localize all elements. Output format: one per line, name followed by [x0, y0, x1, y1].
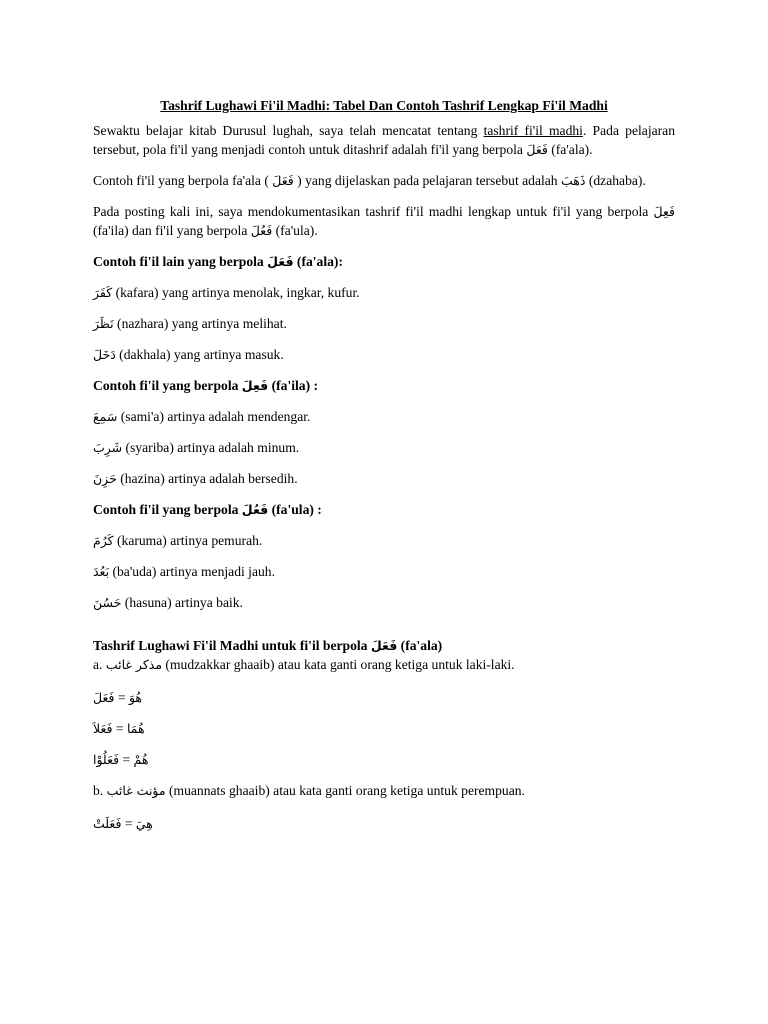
tashrif-row	[93, 719, 675, 738]
arabic-pronoun: هُوَ	[128, 690, 143, 705]
arabic-word: فَعَلَتْ	[93, 816, 122, 831]
arabic-pronoun: هُمْ	[133, 752, 149, 767]
arabic-word: فَعُلَ	[241, 502, 269, 517]
tashrif-heading	[93, 636, 675, 655]
list-item	[93, 314, 675, 333]
arabic-pronoun: هِيَ	[135, 816, 153, 831]
arabic-word: سَمِعَ	[93, 409, 118, 424]
arabic-word: نَظَرَ	[93, 316, 114, 331]
item-text: (sami'a) artinya adalah mendengar.	[117, 409, 311, 424]
item-text: (hazina) artinya adalah bersedih.	[116, 471, 298, 486]
arabic-word: شَرِبَ	[93, 440, 123, 455]
arabic-word: فَعَلَ	[370, 638, 398, 653]
arabic-word: فَعَلاَ	[93, 721, 113, 736]
section-heading-faula	[93, 500, 675, 519]
tashrif-b-line	[93, 781, 675, 800]
tashrif-a-line	[93, 655, 675, 674]
list-item	[93, 593, 675, 612]
item-text: (hasuna) artinya baik.	[121, 595, 243, 610]
p2-text-start: Contoh fi'il yang berpola fa'ala (	[93, 173, 273, 188]
list-item	[93, 562, 675, 581]
section-heading-faila	[93, 376, 675, 395]
intro-paragraph-2	[93, 171, 675, 190]
arabic-word: ذَهَبَ	[561, 173, 586, 188]
heading-text: (fa'ala)	[397, 638, 443, 653]
p1-text-start: Sewaktu belajar kitab Durusul lughah, saya telah mencatat tentang	[93, 123, 484, 138]
arabic-word: فَعَلَ	[272, 173, 294, 188]
list-marker: a.	[93, 657, 106, 672]
list-item	[93, 469, 675, 488]
tashrif-fiil-madhi-link[interactable]: tashrif fi'il madhi	[483, 123, 583, 138]
list-item	[93, 407, 675, 426]
item-text: (muannats ghaaib) atau kata ganti orang ketiga untuk perempuan.	[165, 783, 525, 798]
heading-text: (fa'ala):	[293, 254, 343, 269]
arabic-word: كَفَرَ	[93, 285, 113, 300]
item-text: (kafara) yang artinya menolak, ingkar, kufur.	[112, 285, 360, 300]
page-title: Tashrif Lughawi Fi'il Madhi: Tabel Dan Contoh Tashrif Lengkap Fi'il Madhi	[160, 98, 608, 113]
tashrif-row	[93, 814, 675, 833]
equals-sign: =	[119, 752, 134, 767]
tashrif-row	[93, 750, 675, 769]
p3-text-middle: (fa'ila) dan fi'il yang berpola	[93, 223, 251, 238]
arabic-word: بَعُدَ	[93, 564, 110, 579]
item-text: (ba'uda) artinya menjadi jauh.	[109, 564, 275, 579]
list-item	[93, 283, 675, 302]
arabic-word: فَعِلَ	[241, 378, 269, 393]
arabic-word: كَرُمَ	[93, 533, 114, 548]
arabic-word: دَخَلَ	[93, 347, 116, 362]
arabic-word: فَعُلَ	[250, 223, 273, 238]
arabic-word: مؤنث غائب	[106, 783, 166, 798]
equals-sign: =	[112, 721, 127, 736]
p3-text-start: Pada posting kali ini, saya mendokumentasikan tashrif fi'il madhi lengkap untuk fi'il yang berpola	[93, 204, 654, 219]
list-item	[93, 345, 675, 364]
heading-text: Contoh fi'il yang berpola	[93, 378, 242, 393]
arabic-word: فَعَلَ	[93, 690, 115, 705]
intro-paragraph-1	[93, 121, 675, 159]
p1-text-middle: . Pada pelajaran tersebut, pola fi'il yang menjadi contoh untuk ditashrif adalah fi'il yang berpola	[93, 123, 675, 157]
equals-sign: =	[121, 816, 136, 831]
equals-sign: =	[114, 690, 129, 705]
arabic-word: فَعَلُوْا	[93, 752, 120, 767]
item-text: (dakhala) yang artinya masuk.	[115, 347, 284, 362]
arabic-word: حَزِنَ	[93, 471, 117, 486]
arabic-word: فَعَلَ	[526, 142, 548, 157]
heading-text: Contoh fi'il lain yang berpola	[93, 254, 268, 269]
arabic-pronoun: هُمَا	[126, 721, 145, 736]
arabic-word: حَسُنَ	[93, 595, 122, 610]
p2-text-end: (dzahaba).	[585, 173, 646, 188]
p3-text-end: (fa'ula).	[272, 223, 318, 238]
heading-text: Contoh fi'il yang berpola	[93, 502, 242, 517]
p1-text-end: (fa'ala).	[547, 142, 593, 157]
heading-text: Tashrif Lughawi Fi'il Madhi untuk fi'il berpola	[93, 638, 371, 653]
arabic-word: فَعَلَ	[267, 254, 294, 269]
list-marker: b.	[93, 783, 107, 798]
heading-text: (fa'ula) :	[268, 502, 322, 517]
arabic-word: فَعِلَ	[653, 204, 675, 219]
item-text: (nazhara) yang artinya melihat.	[113, 316, 287, 331]
list-item	[93, 438, 675, 457]
arabic-word: مذكر غائب	[105, 657, 163, 672]
intro-paragraph-3	[93, 202, 675, 240]
item-text: (syariba) artinya adalah minum.	[122, 440, 300, 455]
item-text: (mudzakkar ghaaib) atau kata ganti orang ketiga untuk laki-laki.	[162, 657, 515, 672]
heading-text: (fa'ila) :	[268, 378, 319, 393]
list-item	[93, 531, 675, 550]
section-heading-faala	[93, 252, 675, 271]
p2-text-middle: ) yang dijelaskan pada pelajaran tersebut adalah	[293, 173, 562, 188]
item-text: (karuma) artinya pemurah.	[113, 533, 263, 548]
tashrif-row	[93, 688, 675, 707]
